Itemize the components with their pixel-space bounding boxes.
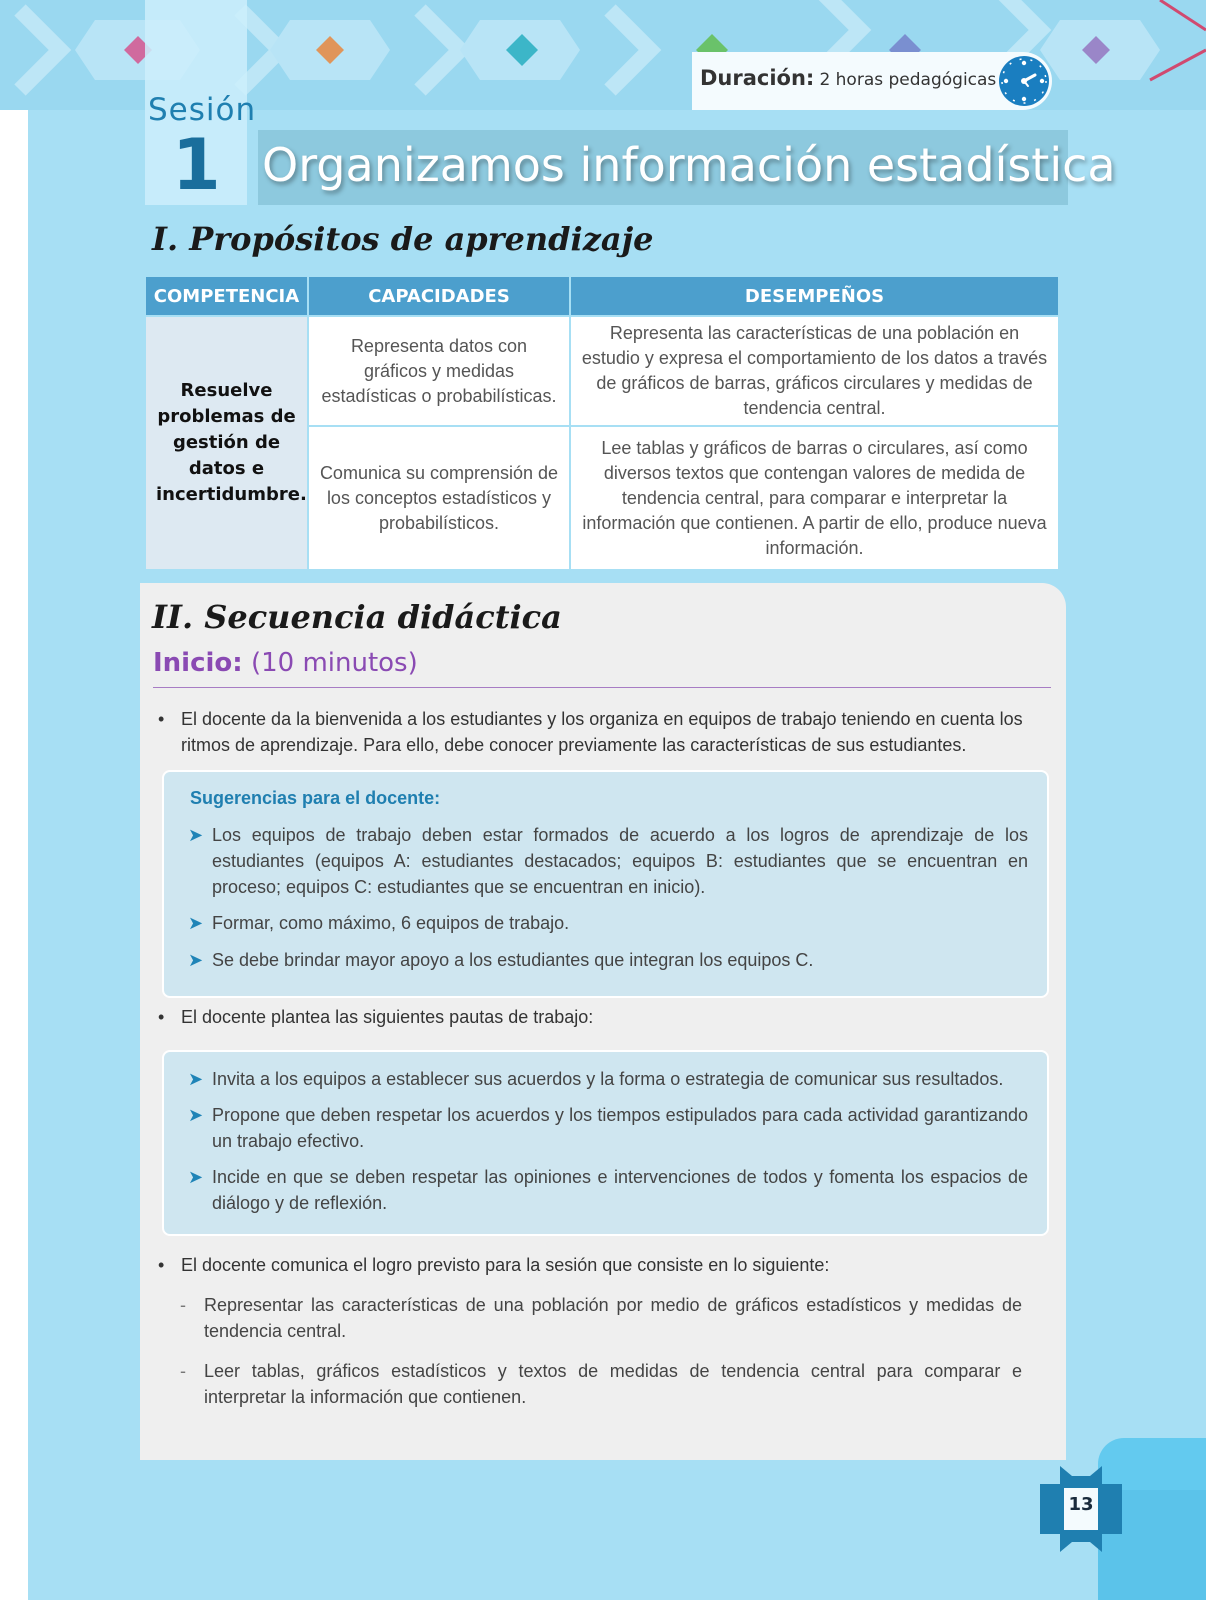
clock-icon [998, 55, 1050, 107]
capacidad-cell: Comunica su comprensión de los conceptos estadísticos y probabilísticos. [308, 426, 570, 570]
page-title: Organizamos información estadística [262, 138, 1116, 192]
table-row [145, 316, 1059, 426]
inicio-heading [153, 648, 418, 678]
dash-marker: - [180, 1295, 186, 1315]
duration-label: Duración: [700, 66, 815, 90]
tips-box [162, 770, 1049, 998]
page-number: 13 [1068, 1494, 1094, 1515]
desempeno-cell: Lee tablas y gráficos de barras o circulares, así como diversos textos que contengan valores de medida de tendencia central, para comparar e interpretar la información que contienen. A partir de ello, produce nueva información. [570, 426, 1059, 570]
purposes-heading: I. Propósitos de aprendizaje [152, 220, 654, 258]
bullet-item [158, 706, 1040, 758]
duration-text [700, 66, 996, 90]
divider [153, 687, 1051, 688]
column-header-capacidades: CAPACIDADES [308, 276, 570, 316]
tip-text: Los equipos de trabajo deben estar formados de acuerdo a los logros de aprendizaje de los estudiantes (equipos A: estudiantes destacados; equipos B: estudiantes que se encuentran en proceso; equipos C: estudiantes que se encuentran en inicio). [212, 825, 1028, 897]
desempeno-cell: Representa las características de una población en estudio y expresa el comportamiento de los datos a través de gráficos de barras, gráficos circulares y medidas de tendencia central. [570, 316, 1059, 426]
bullet-text: El docente plantea las siguientes pautas de trabajo: [181, 1007, 594, 1027]
guideline-item [188, 1164, 1028, 1216]
column-header-competencia: COMPETENCIA [145, 276, 308, 316]
tips-title: Sugerencias para el docente: [190, 788, 441, 808]
bullet-icon: • [158, 1255, 165, 1275]
arrow-icon: ➤ [188, 1167, 204, 1187]
tip-item [188, 910, 1028, 936]
goal-text: Leer tablas, gráficos estadísticos y textos de medidas de tendencia central para comparar e interpretar la información que contienen. [204, 1361, 1022, 1407]
session-label: Sesión [148, 92, 257, 128]
guidelines-box [162, 1050, 1049, 1236]
bullet-icon: • [158, 1007, 165, 1027]
column-header-desempenos: DESEMPEÑOS [570, 276, 1059, 316]
tip-item [188, 947, 1028, 973]
bullet-text: El docente comunica el logro previsto para la sesión que consiste en lo siguiente: [181, 1255, 830, 1275]
arrow-icon: ➤ [188, 1069, 204, 1089]
dash-marker: - [180, 1361, 186, 1381]
bullet-item [158, 1252, 1040, 1278]
arrow-icon: ➤ [188, 950, 204, 970]
tip-text: Se debe brindar mayor apoyo a los estudiantes que integran los equipos C. [212, 950, 814, 970]
goal-item [180, 1358, 1022, 1410]
duration-value: 2 horas pedagógicas [819, 70, 997, 90]
tip-item [188, 822, 1028, 900]
competencia-cell: Resuelve problemas de gestión de datos e incertidumbre. [145, 316, 308, 570]
session-number: 1 [172, 124, 221, 206]
bullet-item [158, 1004, 1040, 1030]
guideline-text: Propone que deben respetar los acuerdos y los tiempos estipulados para cada actividad garantizando un trabajo efectivo. [212, 1105, 1028, 1151]
guideline-item [188, 1102, 1028, 1154]
guideline-text: Invita a los equipos a establecer sus acuerdos y la forma o estrategia de comunicar sus resultados. [212, 1069, 1004, 1089]
arrow-icon: ➤ [188, 1105, 204, 1125]
sequence-heading: II. Secuencia didáctica [152, 598, 562, 636]
arrow-icon: ➤ [188, 913, 204, 933]
bullet-text: El docente da la bienvenida a los estudiantes y los organiza en equipos de trabajo teniendo en cuenta los ritmos de aprendizaje. Para ello, debe conocer previamente las características de sus estudiantes. [181, 709, 1023, 755]
bullet-icon: • [158, 709, 165, 729]
guideline-text: Incide en que se deben respetar las opiniones e intervenciones de todos y fomenta los espacios de diálogo y de reflexión. [212, 1167, 1028, 1213]
guideline-item [188, 1066, 1028, 1092]
purposes-table [144, 275, 1060, 571]
arrow-icon: ➤ [188, 825, 204, 845]
inicio-label: Inicio: [153, 648, 243, 678]
capacidad-cell: Representa datos con gráficos y medidas estadísticas o probabilísticas. [308, 316, 570, 426]
inicio-time: (10 minutos) [250, 648, 418, 678]
goal-text: Representar las características de una población por medio de gráficos estadísticos y medidas de tendencia central. [204, 1295, 1022, 1341]
goal-item [180, 1292, 1022, 1344]
tip-text: Formar, como máximo, 6 equipos de trabajo. [212, 913, 570, 933]
